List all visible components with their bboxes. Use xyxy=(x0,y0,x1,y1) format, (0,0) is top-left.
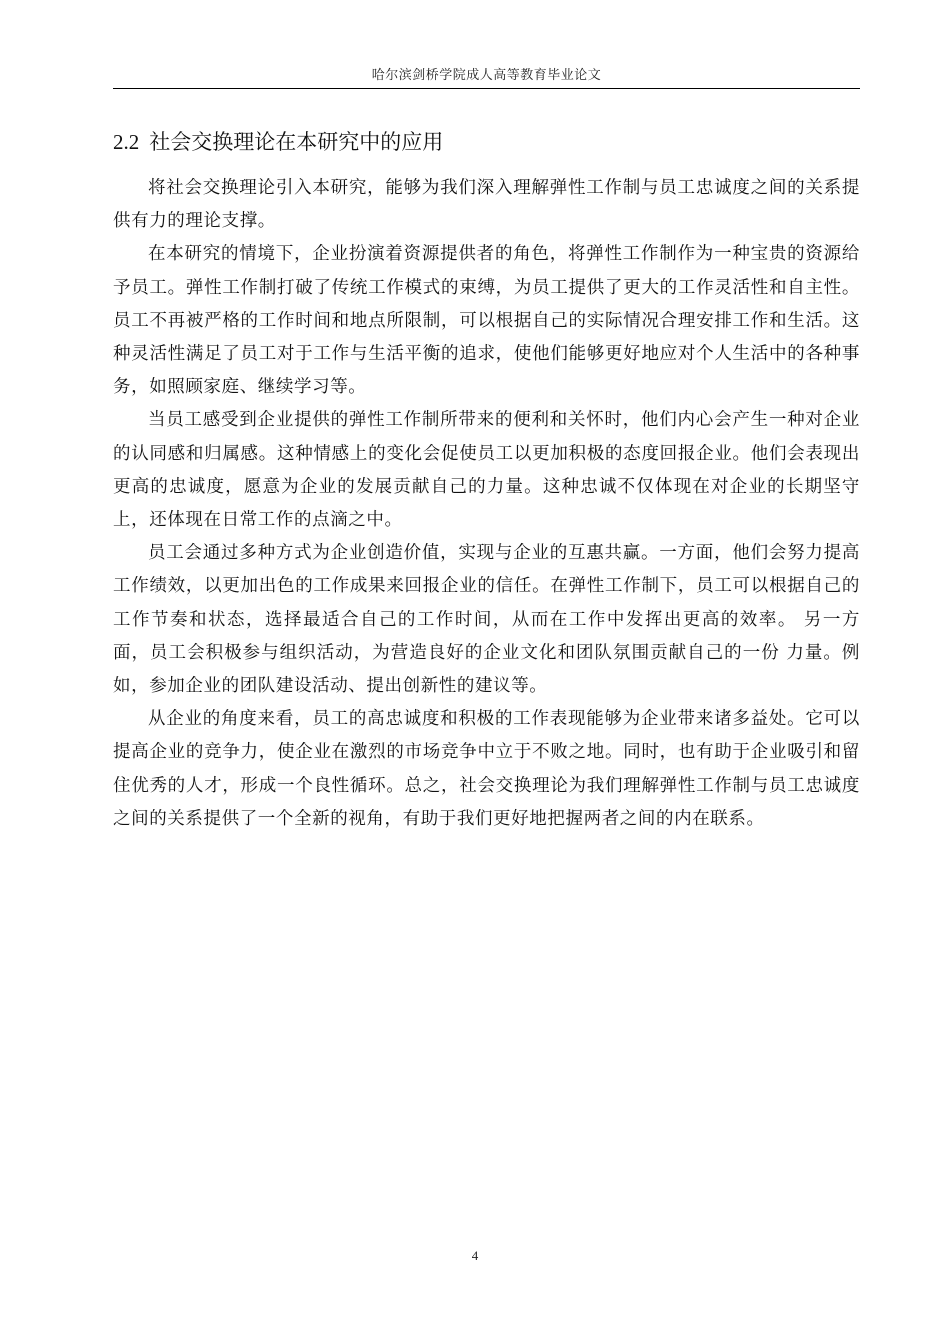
page-number: 4 xyxy=(471,1248,479,1263)
paragraph-1: 将社会交换理论引入本研究，能够为我们深入理解弹性工作制与员工忠诚度之间的关系提供有力的理论支撑。 xyxy=(113,178,860,232)
paragraph-5: 从企业的角度来看，员工的高忠诚度和积极的工作表现能够为企业带来诸多益处。它可以提高企业的竞争力，使企业在激烈的市场竞争中立于不败之地。同时，也有助于企业吸引和留住优秀的人才，形成一个良性循环。总之，社会交换理论为我们理解弹性工作制与员工忠诚度之间的关系提供了一个全新的视角，有助于我们更好地把握两者之间的内在联系。 xyxy=(113,709,860,829)
header-rule xyxy=(113,88,860,89)
section-title: 社会交换理论在本研究中的应用 xyxy=(149,130,444,154)
paragraph-4: 员工会通过多种方式为企业创造价值，实现与企业的互惠共赢。一方面，他们会努力提高工作绩效，以更加出色的工作成果来回报企业的信任。在弹性工作制下，员工可以根据自己的工作节奏和状态，选择最适合自己的工作时间，从而在工作中发挥出更高的效率。 另一方面，员工会积极参与组织活动，为营造良好的企业文化和团队氛围贡献自己的一份 力量。例如，参加企业的团队建设活动、提出创新性的建议等。 xyxy=(113,543,860,697)
paragraph-2: 在本研究的情境下，企业扮演着资源提供者的角色，将弹性工作制作为一种宝贵的资源给予员工。弹性工作制打破了传统工作模式的束缚，为员工提供了更大的工作灵活性和自主性。员工不再被严格的工作时间和地点所限制，可以根据自己的实际情况合理安排工作和生活。这种灵活性满足了员工对于工作与生活平衡的追求，使他们能够更好地应对个人生活中的各种事务，如照顾家庭、继续学习等。 xyxy=(113,244,860,398)
section-number: 2.2 xyxy=(113,130,140,154)
running-header: 哈尔滨剑桥学院成人高等教育毕业论文 xyxy=(371,68,602,83)
section-heading xyxy=(113,126,860,156)
body-text xyxy=(113,172,860,836)
paragraph-3: 当员工感受到企业提供的弹性工作制所带来的便利和关怀时，他们内心会产生一种对企业的认同感和归属感。这种情感上的变化会促使员工以更加积极的态度回报企业。他们会表现出更高的忠诚度，愿意为企业的发展贡献自己的力量。这种忠诚不仅体现在对企业的长期坚守上，还体现在日常工作的点滴之中。 xyxy=(113,410,860,531)
